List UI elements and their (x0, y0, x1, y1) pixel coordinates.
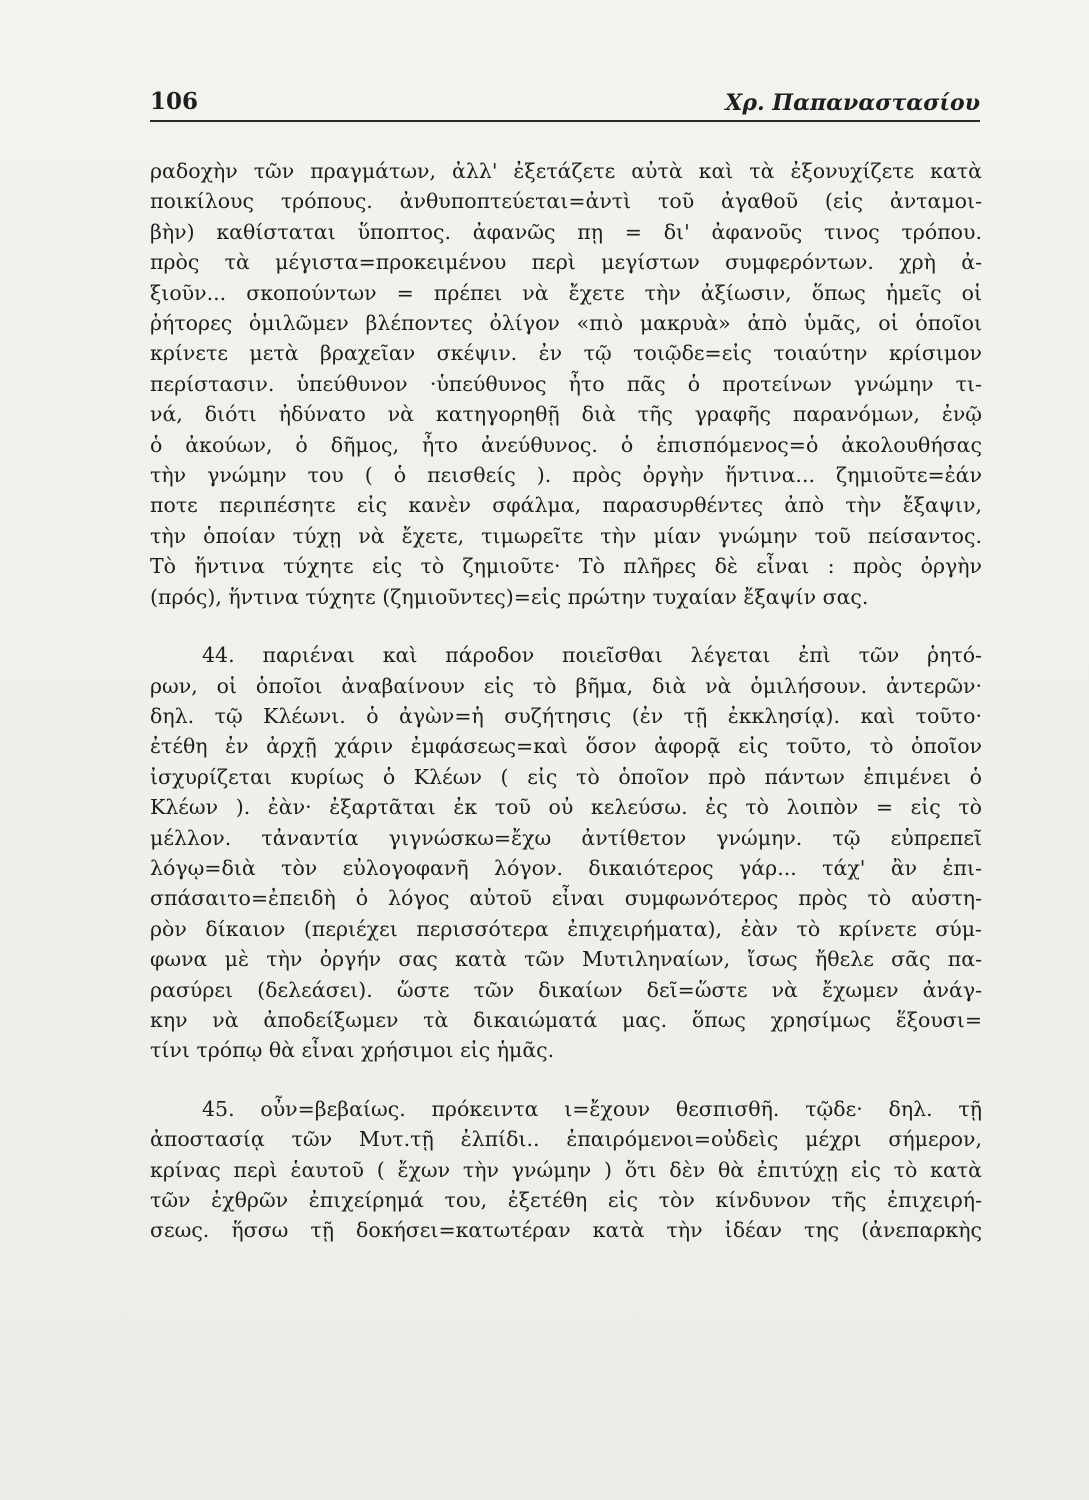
text-line: μέλλον. τἀναντία γιγνώσκω=ἔχω ἀντίθετον γνώμην. τῷ εὐπρεπεῖ (150, 825, 982, 850)
text-line: ἰσχυρίζεται κυρίως ὁ Κλέων ( εἰς τὸ ὁποῖον πρὸ πάντων ἐπιμένει ὁ (150, 764, 982, 789)
text-line: δηλ. τῷ Κλέωνι. ὁ ἀγὼν=ἡ συζήτησις (ἐν τῇ ἐκκλησίᾳ). καὶ τοῦτο· (150, 703, 982, 728)
text-line: τὴν γνώμην του ( ὁ πεισθείς ). πρὸς ὀργὴν ἥντινα... ζημιοῦτε=ἐάν (150, 463, 982, 488)
text-line: ρὸν δίκαιον (περιέχει περισσότερα ἐπιχειρήματα), ἐὰν τὸ κρίνετε σύμ- (150, 916, 982, 941)
text-line: ποτε περιπέσητε εἰς κανὲν σφάλμα, παρασυρθέντες ἀπὸ τὴν ἔξαψιν, (150, 493, 982, 518)
text-line: ὁ ἀκούων, ὁ δῆμος, ἦτο ἀνεύθυνος. ὁ ἐπισπόμενος=ὁ ἀκολουθήσας (150, 432, 982, 457)
text-line: περίστασιν. ὑπεύθυνον ·ὑπεύθυνος ἦτο πᾶς ὁ προτείνων γνώμην τι- (150, 371, 982, 396)
text-line: ῥήτορες ὁμιλῶμεν βλέποντες ὀλίγον «πιὸ μακρυὰ» ἀπὸ ὑμᾶς, οἱ ὁποῖοι (150, 311, 982, 336)
text-line: νά, διότι ἠδύνατο νὰ κατηγορηθῇ διὰ τῆς γραφῆς παρανόμων, ἐνῷ (150, 402, 982, 427)
text-line: σεως. ἥσσω τῇ δοκήσει=κατωτέραν κατὰ τὴν ἰδέαν της (ἀνεπαρκὴς (150, 1218, 982, 1243)
text-line: ἐτέθη ἐν ἀρχῇ χάριν ἐμφάσεως=καὶ ὅσον ἀφορᾷ εἰς τοῦτο, τὸ ὁποῖον (150, 734, 982, 759)
text-line: Τὸ ἥντινα τύχητε εἰς τὸ ζημιοῦτε· Τὸ πλῆρες δὲ εἶναι : πρὸς ὀργὴν (150, 554, 982, 579)
paragraph-44 (150, 640, 982, 1066)
header-rule (150, 120, 980, 122)
page-header (150, 84, 980, 124)
text-line: κην νὰ ἀποδείξωμεν τὰ δικαιώματά μας. ὅπως χρησίμως ἕξουσι= (150, 1007, 982, 1032)
text-line: ἀποστασίᾳ τῶν Μυτ.τῇ ἐλπίδι.. ἐπαιρόμενοι=οὐδεὶς μέχρι σήμερον, (150, 1127, 982, 1152)
text-line: (πρός), ἥντινα τύχητε (ζημιοῦντες)=εἰς πρώτην τυχαίαν ἔξαψίν σας. (150, 584, 869, 609)
page-number: 106 (150, 88, 199, 115)
paragraph-continuation (150, 156, 982, 612)
running-title: Χρ. Παπαναστασίου (725, 90, 980, 116)
body-text (150, 156, 982, 1246)
text-line: τὴν ὁποίαν τύχῃ νὰ ἔχετε, τιμωρεῖτε τὴν μίαν γνώμην τοῦ πείσαντος. (150, 523, 982, 548)
text-line: κρίνετε μετὰ βραχεῖαν σκέψιν. ἐν τῷ τοιῷδε=εἰς τοιαύτην κρίσιμον (150, 341, 982, 366)
text-line: 45. οὖν=βεβαίως. πρόκειντα ι=ἔχουν θεσπισθῆ. τῷδε· δηλ. τῇ (202, 1096, 982, 1121)
text-line: 44. παριέναι καὶ πάροδον ποιεῖσθαι λέγεται ἐπὶ τῶν ῥητό- (202, 643, 982, 668)
text-line: βὴν) καθίσταται ὕποπτος. ἀφανῶς πῃ = δι' ἀφανοῦς τινος τρόπου. (150, 219, 982, 244)
text-line: ραδοχὴν τῶν πραγμάτων, ἀλλ' ἐξετάζετε αὐτὰ καὶ τὰ ἐξονυχίζετε κατὰ (150, 159, 982, 183)
text-line: τῶν ἐχθρῶν ἐπιχείρημά του, ἐξετέθη εἰς τὸν κίνδυνον τῆς ἐπιχειρή- (150, 1188, 982, 1212)
text-line: τίνι τρόπῳ θὰ εἶναι χρήσιμοι εἰς ἡμᾶς. (150, 1038, 555, 1063)
text-line: σπάσαιτο=ἐπειδὴ ὁ λόγος αὐτοῦ εἶναι συμφωνότερος πρὸς τὸ αὐστη- (150, 886, 982, 911)
text-line: κρίνας περὶ ἑαυτοῦ ( ἔχων τὴν γνώμην ) ὅτι δὲν θὰ ἐπιτύχῃ εἰς τὸ κατὰ (150, 1157, 982, 1182)
paragraph-45 (150, 1094, 982, 1246)
text-line: ρασύρει (δελεάσει). ὥστε τῶν δικαίων δεῖ=ὥστε νὰ ἔχωμεν ἀνάγ- (150, 977, 982, 1002)
text-line: ποικίλους τρόπους. ἀνθυποπτεύεται=ἀντὶ τοῦ ἀγαθοῦ (εἰς ἀνταμοι- (150, 189, 982, 214)
text-line: λόγῳ=διὰ τὸν εὐλογοφανῆ λόγον. δικαιότερος γάρ... τάχ' ἂν ἐπι- (150, 855, 982, 880)
text-line: ρων, οἱ ὁποῖοι ἀναβαίνουν εἰς τὸ βῆμα, διὰ νὰ ὁμιλήσουν. ἀντερῶν· (150, 673, 982, 698)
text-line: Κλέων ). ἐὰν· ἐξαρτᾶται ἐκ τοῦ οὐ κελεύσω. ἐς τὸ λοιπὸν = εἰς τὸ (150, 795, 982, 820)
text-line: ξιοῦν... σκοπούντων = πρέπει νὰ ἔχετε τὴν ἀξίωσιν, ὅπως ἡμεῖς οἱ (150, 280, 982, 305)
text-line: πρὸς τὰ μέγιστα=προκειμένου περὶ μεγίστων συμφερόντων. χρὴ ἀ- (150, 250, 982, 275)
text-line: φωνα μὲ τὴν ὀργήν σας κατὰ τῶν Μυτιληναίων, ἴσως ἤθελε σᾶς πα- (150, 947, 982, 972)
